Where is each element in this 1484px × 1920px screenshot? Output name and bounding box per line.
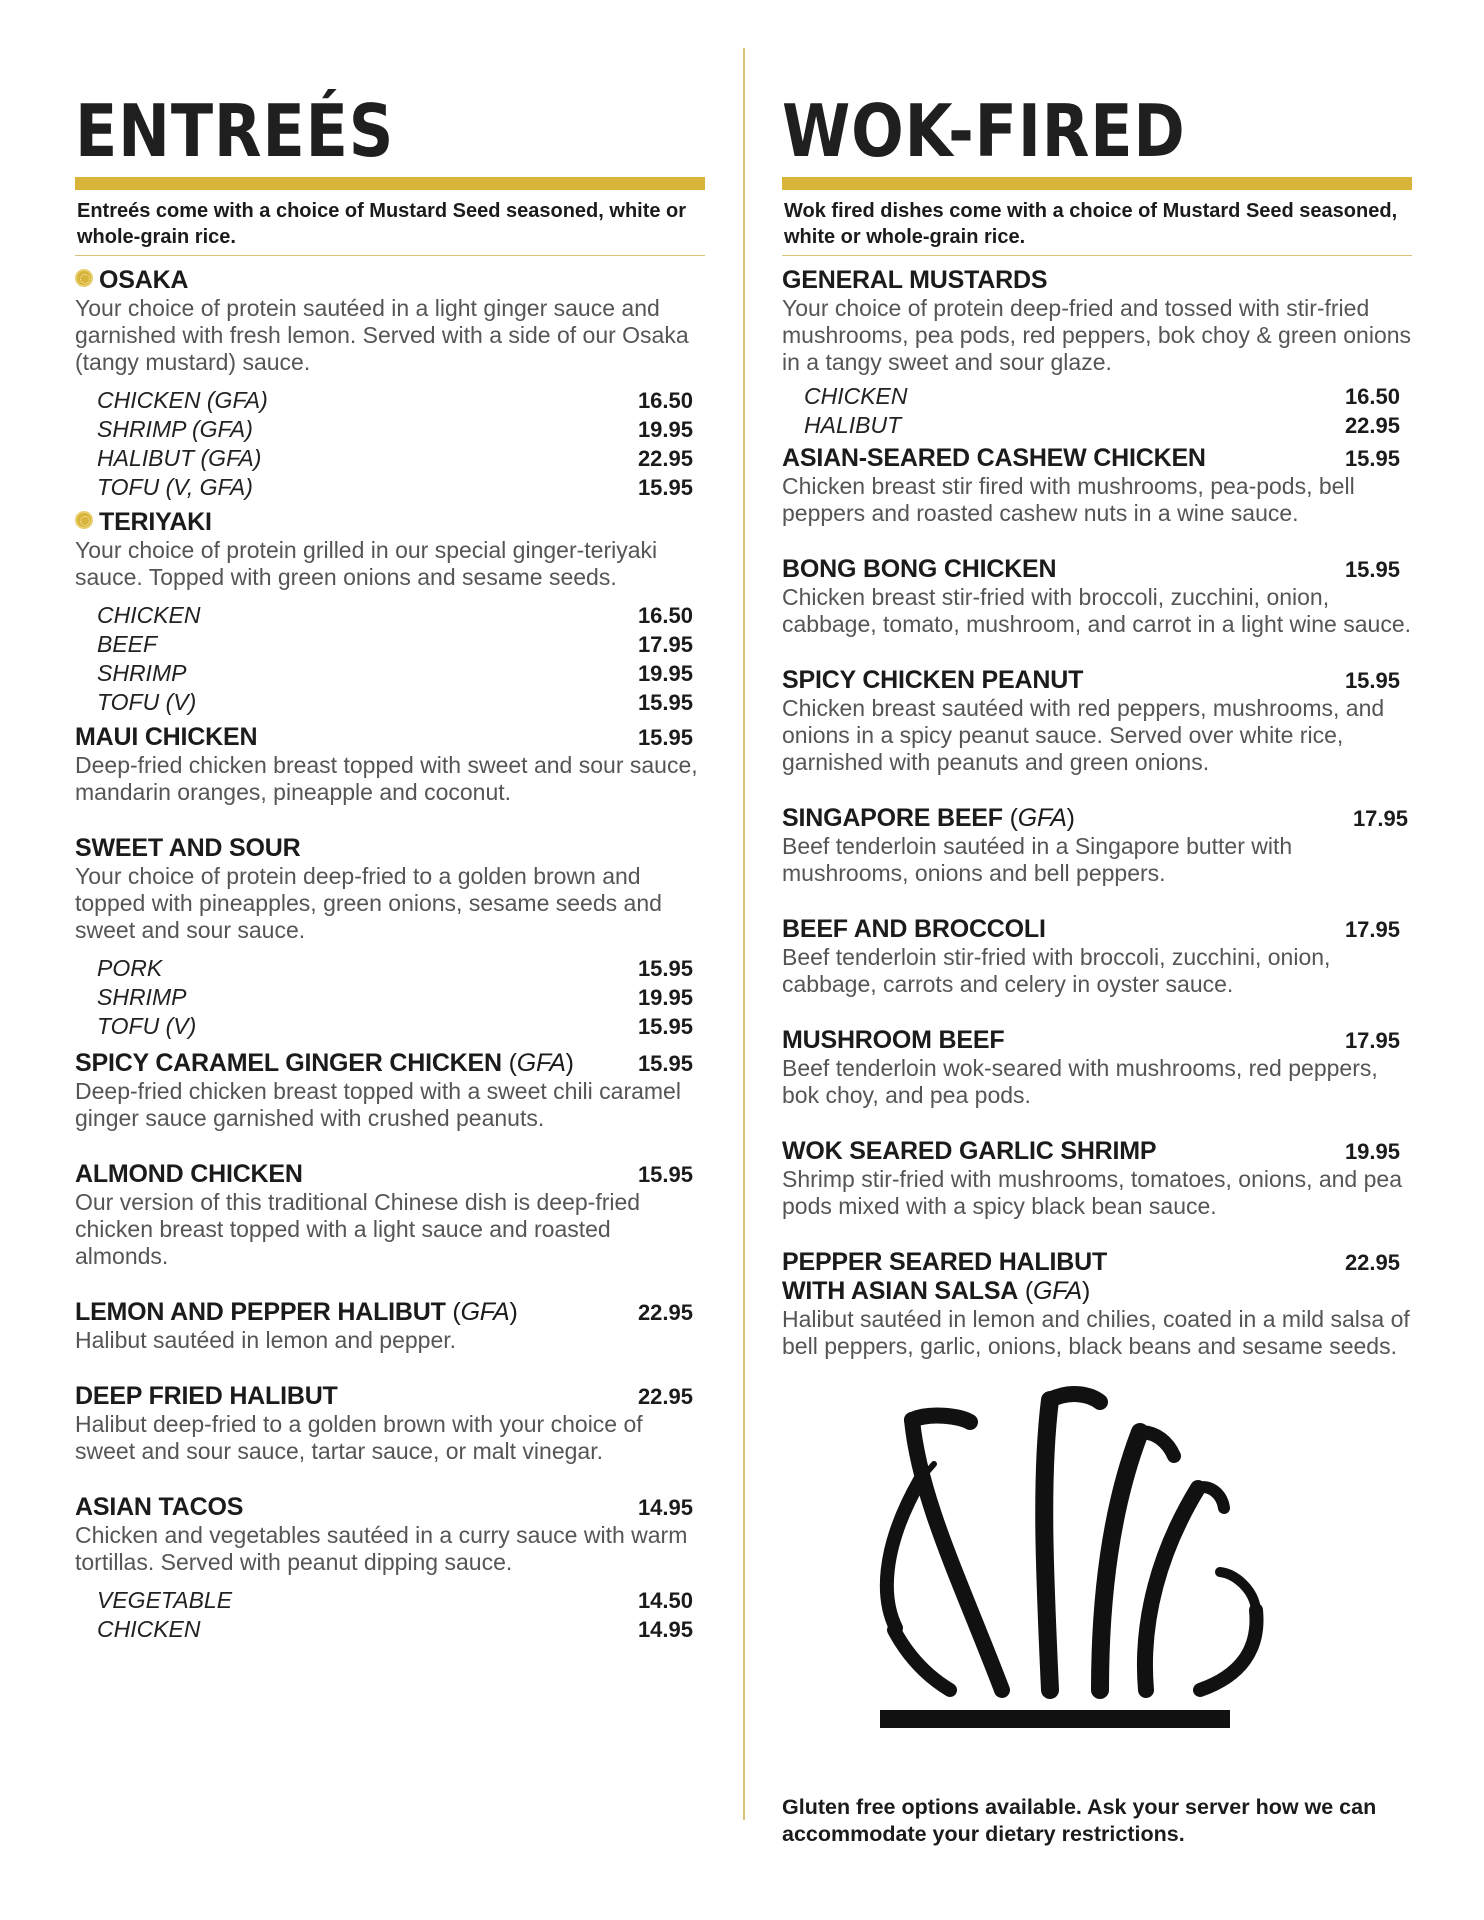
item-price: 17.95: [1344, 1028, 1400, 1053]
item-head: [782, 555, 1412, 584]
item-head: [782, 1026, 1412, 1055]
option-name: VEGETABLE: [97, 1587, 233, 1613]
wok-fired-intro: Wok fired dishes come with a choice of Mustard Seed seasoned, white or whole-grain rice.: [782, 190, 1412, 256]
option-name: BEEF: [97, 631, 158, 657]
menu-item-wok-seared-garlic-shrimp: [782, 1137, 1412, 1220]
item-head: [75, 834, 705, 863]
item-suffix: [1003, 804, 1075, 832]
suffix-close: ): [1081, 1277, 1091, 1305]
option-price: 19.95: [637, 417, 693, 442]
suffix-close: ): [1066, 804, 1075, 832]
item-name: TERIYAKI: [99, 508, 212, 536]
item-name: WOK SEARED GARLIC SHRIMP: [782, 1137, 1157, 1165]
item-name: MAUI CHICKEN: [75, 723, 258, 751]
item-head: [75, 508, 705, 537]
item-suffix: [446, 1298, 518, 1326]
menu-item-osaka: [75, 266, 705, 502]
option-list: [75, 601, 705, 717]
item-head: [782, 444, 1412, 473]
option-name: PORK: [97, 955, 163, 981]
option-price: 14.95: [637, 1617, 693, 1642]
suffix-open: (: [1002, 804, 1018, 832]
option-row: [97, 601, 693, 630]
item-description: Beef tenderloin wok-seared with mushrooms, red peppers, bok choy, and pea pods.: [782, 1055, 1378, 1108]
item-head: [782, 1248, 1412, 1277]
item-name: BONG BONG CHICKEN: [782, 555, 1057, 583]
menu-item-maui-chicken: [75, 723, 705, 806]
item-head: [75, 1382, 705, 1411]
item-head: [782, 915, 1412, 944]
item-head: [75, 1493, 705, 1522]
item-suffix: [1018, 1277, 1090, 1305]
option-price: 16.50: [1344, 384, 1400, 409]
option-price: 14.50: [637, 1588, 693, 1613]
item-description: Chicken and vegetables sautéed in a curry sauce with warm tortillas. Served with peanut dipping sauce.: [75, 1522, 688, 1575]
option-row: [97, 473, 693, 502]
option-row: [97, 1012, 693, 1041]
item-head: [782, 804, 1412, 833]
item-name: SWEET AND SOUR: [75, 834, 301, 862]
option-price: 22.95: [637, 446, 693, 471]
option-row: [97, 1615, 693, 1644]
item-price: 17.95: [1352, 806, 1408, 831]
mustard-seed-fan-logo-icon: [860, 1360, 1300, 1740]
menu-item-bong-bong-chicken: [782, 555, 1412, 638]
item-description: Your choice of protein grilled in our special ginger-teriyaki sauce. Topped with green onions and sesame seeds.: [75, 537, 658, 590]
option-list: [75, 386, 705, 502]
menu-item-pepper-seared-halibut: [782, 1248, 1412, 1360]
item-head: [75, 723, 705, 752]
suffix-open: (: [1018, 1277, 1034, 1305]
entrees-title: ENTREÉS: [75, 89, 395, 173]
item-head: [782, 666, 1412, 695]
item-description: Your choice of protein sautéed in a light ginger sauce and garnished with fresh lemon. Served with a side of our Osaka (tangy mustard) sauce.: [75, 295, 689, 375]
item-price: 15.95: [637, 1162, 693, 1187]
option-list: [782, 382, 1412, 440]
option-list: [75, 1586, 705, 1644]
item-head: [75, 266, 705, 295]
item-name: OSAKA: [99, 266, 189, 294]
option-row: [97, 386, 693, 415]
item-description: Deep-fried chicken breast topped with a sweet chili caramel ginger sauce garnished with crushed peanuts.: [75, 1078, 681, 1131]
wok-fired-title: WOK-FIRED: [782, 89, 1186, 173]
item-name-line2: WITH ASIAN SALSA: [782, 1277, 1019, 1305]
item-name-line2-wrap: [782, 1277, 1412, 1306]
option-row: [97, 983, 693, 1012]
option-name: HALIBUT (GFA): [97, 445, 262, 471]
option-price: 22.95: [1344, 413, 1400, 438]
item-name: SPICY CHICKEN PEANUT: [782, 666, 1084, 694]
item-head: [75, 1298, 705, 1327]
item-head: [782, 266, 1412, 295]
item-name-wrap: [75, 1298, 518, 1327]
item-description: Your choice of protein deep-fried and tossed with stir-fried mushrooms, pea pods, red peppers, bok choy & green onions in a tangy sweet and sour glaze.: [782, 295, 1412, 375]
menu-item-almond-chicken: [75, 1160, 705, 1270]
gfa-label: GFA: [1017, 804, 1067, 832]
entrees-column: [75, 88, 705, 1644]
menu-item-beef-and-broccoli: [782, 915, 1412, 998]
item-name: PEPPER SEARED HALIBUT: [782, 1248, 1108, 1276]
menu-item-teriyaki: [75, 508, 705, 717]
item-name-wrap: [75, 1049, 574, 1078]
item-head: [782, 1137, 1412, 1166]
option-name: CHICKEN (GFA): [97, 387, 268, 413]
item-description: Chicken breast stir fired with mushrooms, pea-pods, bell peppers and roasted cashew nuts in a wine sauce.: [782, 473, 1355, 526]
item-suffix: [502, 1049, 574, 1077]
item-name-wrap: [75, 266, 188, 295]
menu-item-spicy-chicken-peanut: [782, 666, 1412, 776]
menu-item-general-mustards: [782, 266, 1412, 440]
option-price: 17.95: [637, 632, 693, 657]
option-row: [97, 659, 693, 688]
item-name: DEEP FRIED HALIBUT: [75, 1382, 338, 1410]
item-description: Our version of this traditional Chinese dish is deep-fried chicken breast topped with a light sauce and roasted almonds.: [75, 1189, 641, 1269]
option-list: [75, 954, 705, 1041]
item-name-wrap: [782, 804, 1075, 833]
option-name: TOFU (V): [97, 689, 197, 715]
item-name: BEEF AND BROCCOLI: [782, 915, 1046, 943]
wok-fired-column: [782, 88, 1412, 1360]
option-row: [97, 444, 693, 473]
option-name: SHRIMP (GFA): [97, 416, 253, 442]
option-price: 16.50: [637, 388, 693, 413]
option-name: SHRIMP: [97, 660, 187, 686]
suffix-open: (: [445, 1298, 461, 1326]
item-name: SPICY CARAMEL GINGER CHICKEN: [75, 1049, 502, 1077]
item-description: Deep-fried chicken breast topped with sweet and sour sauce, mandarin oranges, pineapple and coconut.: [75, 752, 698, 805]
option-price: 15.95: [637, 690, 693, 715]
option-name: CHICKEN: [97, 602, 201, 628]
item-name: SINGAPORE BEEF: [782, 804, 1003, 832]
item-name: MUSHROOM BEEF: [782, 1026, 1005, 1054]
entrees-gold-bar: [75, 177, 705, 190]
item-name: GENERAL MUSTARDS: [782, 266, 1048, 294]
menu-item-spicy-caramel-ginger-chicken: [75, 1049, 705, 1132]
menu-item-asian-tacos: [75, 1493, 705, 1644]
menu-item-asian-seared-cashew-chicken: [782, 444, 1412, 527]
item-price: 17.95: [1344, 917, 1400, 942]
option-row: [97, 415, 693, 444]
item-price: 15.95: [637, 725, 693, 750]
wok-fired-gold-bar: [782, 177, 1412, 190]
menu-item-sweet-and-sour: [75, 834, 705, 1041]
item-description: Halibut sautéed in lemon and pepper.: [75, 1327, 457, 1353]
item-price: 22.95: [1344, 1250, 1400, 1275]
option-name: TOFU (V, GFA): [97, 474, 253, 500]
option-name: SHRIMP: [97, 984, 187, 1010]
item-description: Halibut sautéed in lemon and chilies, coated in a mild salsa of bell peppers, garlic, onions, black beans and sesame seeds.: [782, 1306, 1410, 1359]
option-row: [97, 630, 693, 659]
option-name: HALIBUT: [804, 412, 902, 438]
item-price: 15.95: [1344, 668, 1400, 693]
item-name: ASIAN-SEARED CASHEW CHICKEN: [782, 444, 1206, 472]
item-description: Chicken breast sautéed with red peppers, mushrooms, and onions in a spicy peanut sauce. Served over white rice, garnished with peanuts and green onions.: [782, 695, 1385, 775]
menu-item-deep-fried-halibut: [75, 1382, 705, 1465]
gfa-label: GFA: [516, 1049, 566, 1077]
gluten-free-note: Gluten free options available. Ask your server how we can accommodate your dietary restrictions.: [782, 1795, 1377, 1846]
item-description: Beef tenderloin sautéed in a Singapore butter with mushrooms, onions and bell peppers.: [782, 833, 1293, 886]
option-row: [804, 411, 1400, 440]
item-name: ALMOND CHICKEN: [75, 1160, 303, 1188]
option-name: CHICKEN: [804, 383, 908, 409]
entrees-intro: Entreés come with a choice of Mustard Seed seasoned, white or whole-grain rice.: [75, 190, 705, 256]
mustard-seed-badge-icon: [75, 269, 93, 287]
item-description: Beef tenderloin stir-fried with broccoli, zucchini, onion, cabbage, carrots and celery in oyster sauce.: [782, 944, 1331, 997]
menu-item-singapore-beef: [782, 804, 1412, 887]
item-name: LEMON AND PEPPER HALIBUT: [75, 1298, 446, 1326]
menu-item-mushroom-beef: [782, 1026, 1412, 1109]
option-price: 16.50: [637, 603, 693, 628]
mustard-seed-badge-icon: [75, 511, 93, 529]
option-price: 15.95: [637, 956, 693, 981]
item-price: 19.95: [1344, 1139, 1400, 1164]
item-price: 22.95: [637, 1300, 693, 1325]
option-name: CHICKEN: [97, 1616, 201, 1642]
suffix-close: ): [565, 1049, 574, 1077]
item-price: 14.95: [637, 1495, 693, 1520]
item-price: 22.95: [637, 1384, 693, 1409]
item-description: Your choice of protein deep-fried to a golden brown and topped with pineapples, green onions, sesame seeds and sweet and sour sauce.: [75, 863, 662, 943]
item-description: Halibut deep-fried to a golden brown with your choice of sweet and sour sauce, tartar sauce, or malt vinegar.: [75, 1411, 643, 1464]
item-description: Shrimp stir-fried with mushrooms, tomatoes, onions, and pea pods mixed with a spicy black bean sauce.: [782, 1166, 1402, 1219]
suffix-close: ): [509, 1298, 518, 1326]
item-price: 15.95: [637, 1051, 693, 1076]
option-price: 15.95: [637, 1014, 693, 1039]
item-name: ASIAN TACOS: [75, 1493, 244, 1521]
option-row: [97, 1586, 693, 1615]
item-description: Chicken breast stir-fried with broccoli, zucchini, onion, cabbage, tomato, mushroom, and carrot in a light wine sauce.: [782, 584, 1412, 637]
item-price: 15.95: [1344, 446, 1400, 471]
item-head: [75, 1160, 705, 1189]
item-name-wrap: [75, 508, 212, 537]
item-price: 15.95: [1344, 557, 1400, 582]
option-row: [804, 382, 1400, 411]
option-row: [97, 954, 693, 983]
option-price: 15.95: [637, 475, 693, 500]
option-price: 19.95: [637, 985, 693, 1010]
option-name: TOFU (V): [97, 1013, 197, 1039]
suffix-open: (: [501, 1049, 517, 1077]
gfa-label: GFA: [460, 1298, 510, 1326]
menu-item-lemon-pepper-halibut: [75, 1298, 705, 1354]
option-row: [97, 688, 693, 717]
gfa-label: GFA: [1033, 1277, 1082, 1305]
option-price: 19.95: [637, 661, 693, 686]
column-divider: [743, 48, 745, 1820]
item-head: [75, 1049, 705, 1078]
